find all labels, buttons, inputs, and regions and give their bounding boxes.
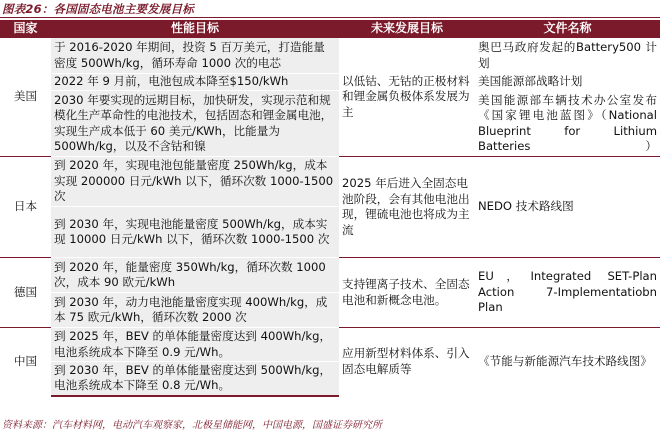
doc-cell: 《节能与新能源汽车技术路线图》 [475, 328, 660, 396]
table-row [0, 74, 660, 91]
doc-cell: NEDO 技术路线图 [475, 157, 660, 258]
goal-cell: 到 2020 年，实现电池包能量密度 250Wh/kg，成本实现 200000 日元/kWh 以下，循环次数 1000-1500 次 [51, 157, 339, 207]
country-usa: 美国 [0, 38, 51, 157]
goal-cell: 到 2030 年，BEV 的单体能量密度达到 500Wh/kg，电池系统成本下降至 0.8 元/Wh。 [51, 362, 339, 396]
goal-cell: 2022 年 9 月前，电池包成本降至$150/kWh [51, 74, 339, 91]
goal-cell: 到 2030 年，动力电池能量密度实现 400Wh/kg，成本 75 欧元/kWh，循环次数 2000 次 [51, 293, 339, 328]
header-docs: 文件名称 [475, 20, 660, 38]
table-row [0, 38, 660, 74]
goals-table [0, 20, 660, 397]
doc-cell [475, 91, 660, 157]
country-japan: 日本 [0, 157, 51, 258]
country-germany: 德国 [0, 258, 51, 328]
country-china: 中国 [0, 328, 51, 396]
table-row [0, 328, 660, 362]
future-cell: 支持锂离子技术、全固态电池和新概念电池。 [339, 258, 475, 328]
source-note: 资料来源：汽车材料网，电动汽车观察家，北极星储能网，中国电源，国盛证券研究所 [2, 420, 382, 431]
table-row [0, 258, 660, 293]
goal-cell: 于 2016-2020 年期间，投资 5 百万美元，打造能量密度 500Wh/kg，循环寿命 1000 次的电芯 [51, 38, 339, 74]
goal-cell: 2030 年要实现的远期目标，加快研发，实现示范和规模化生产革命性的电池技术，包括固态和锂金属电池，实现生产成本低于 60 美元/KWh，比能量为500Wh/kg，以及不含钴和镍 [51, 91, 339, 157]
doc-text: 美国能源部车辆技术办公室发布《国家锂电池蓝图》（National Blueprint for Lithium Batteries） [478, 92, 657, 153]
future-cell: 应用新型材料体系、引入固态电解质等 [339, 328, 475, 396]
header-row [0, 20, 660, 38]
future-cell: 以低钴、无钴的正极材料和锂金属负极体系发展为主 [339, 38, 475, 157]
doc-text: 奥巴马政府发起的Battery500 计划 [478, 40, 657, 70]
doc-cell [475, 258, 660, 328]
goal-cell: 到 2020 年，能量密度 350Wh/kg，循环次数 1000 次，成本 90 欧元/kWh [51, 258, 339, 293]
future-cell: 2025 年后进入全固态电池阶段，会有其他电池出现，锂硫电池也将成为主流 [339, 157, 475, 258]
doc-text: EU，Integrated SET-Plan Action 7-Implementatiobn Plan [478, 269, 657, 315]
goal-cell: 到 2030 年，实现电池能量密度 500Wh/kg，成本实现 10000 日元/kWh 以下，循环次数 1000-1500 次 [51, 207, 339, 258]
header-future: 未来发展目标 [339, 20, 475, 38]
header-performance: 性能目标 [51, 20, 339, 38]
figure-title: 图表26：各国固态电池主要发展目标 [2, 2, 194, 16]
header-country: 国家 [0, 20, 51, 38]
title-rule [0, 17, 660, 18]
doc-cell [475, 38, 660, 74]
doc-cell: 美国能源部战略计划 [475, 74, 660, 91]
table-row [0, 157, 660, 207]
table-row [0, 91, 660, 157]
goal-cell: 到 2025 年，BEV 的单体能量密度达到 400Wh/kg，电池系统成本下降至 0.9 元/Wh。 [51, 328, 339, 362]
